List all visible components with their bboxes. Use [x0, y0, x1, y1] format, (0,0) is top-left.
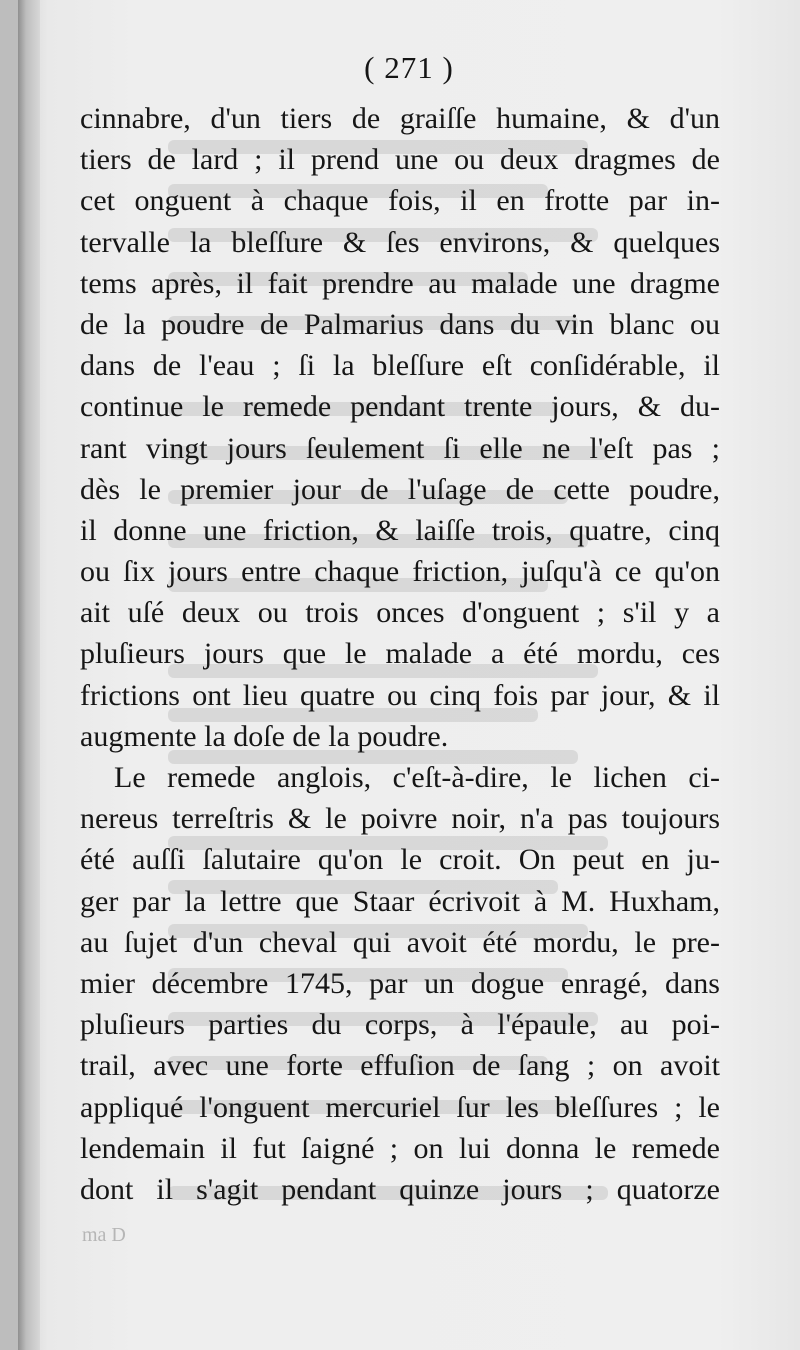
text-line: ou ſix jours entre chaque friction, juſqu'à ce qu'on: [80, 555, 720, 589]
text-line: cet onguent à chaque fois, il en frotte par in-: [80, 184, 720, 218]
book-page: [18, 0, 800, 1350]
text-line: tems après, il fait prendre au malade une dragme: [80, 266, 720, 300]
text-line: rant vingt jours ſeulement ſi elle ne l'eſt pas ;: [80, 431, 720, 465]
text-line: lendemain il fut ſaigné ; on lui donna le remede: [80, 1131, 720, 1165]
text-line: cinnabre, d'un tiers de graiſſe humaine, & d'un: [80, 102, 720, 135]
text-line: il donne une friction, & laiſſe trois, quatre, cinq: [80, 513, 720, 547]
paragraph-end-line: augmente la doſe de la poudre.: [80, 719, 449, 753]
text-line: continue le remede pendant trente jours, & du-: [80, 390, 720, 424]
text-line: appliqué l'onguent mercuriel ſur les bleſſures ; le: [80, 1090, 720, 1124]
text-line: nereus terreſtris & le poivre noir, n'a pas toujours: [80, 802, 720, 836]
body-text: [80, 98, 720, 1210]
text-line: pluſieurs parties du corps, à l'épaule, au poi-: [80, 1008, 720, 1042]
text-line: ait uſé deux ou trois onces d'onguent ; s'il y a: [80, 596, 720, 630]
text-line: mier décembre 1745, par un dogue enragé, dans: [80, 966, 720, 1000]
text-line: de la poudre de Palmarius dans du vin blanc ou: [80, 307, 720, 341]
text-line: dont il s'agit pendant quinze jours ; quatorze: [80, 1172, 720, 1206]
text-line: au ſujet d'un cheval qui avoit été mordu, le pre-: [80, 925, 720, 959]
text-line: trail, avec une forte effuſion de ſang ; on avoit: [80, 1049, 720, 1083]
text-line: dès le premier jour de l'uſage de cette poudre,: [80, 472, 720, 506]
text-line: ger par la lettre que Staar écrivoit à M. Huxham,: [80, 884, 720, 918]
text-line: été auſſi ſalutaire qu'on le croit. On peut en ju-: [80, 843, 720, 877]
text-line: frictions ont lieu quatre ou cinq fois par jour, & il: [80, 678, 720, 712]
footer-mark: ma D: [82, 1224, 126, 1246]
text-line: pluſieurs jours que le malade a été mordu, ces: [80, 637, 720, 671]
paragraph-start-line: Le remede anglois, c'eſt-à-dire, le lichen ci-: [114, 761, 720, 794]
text-line: dans de l'eau ; ſi la bleſſure eſt conſidérable, il: [80, 349, 720, 383]
page-gutter-shadow: [18, 0, 40, 1350]
text-line: tervalle la bleſſure & ſes environs, & quelques: [80, 225, 720, 259]
text-line: tiers de lard ; il prend une ou deux dragmes de: [80, 143, 720, 177]
page-number: ( 271 ): [364, 50, 454, 85]
